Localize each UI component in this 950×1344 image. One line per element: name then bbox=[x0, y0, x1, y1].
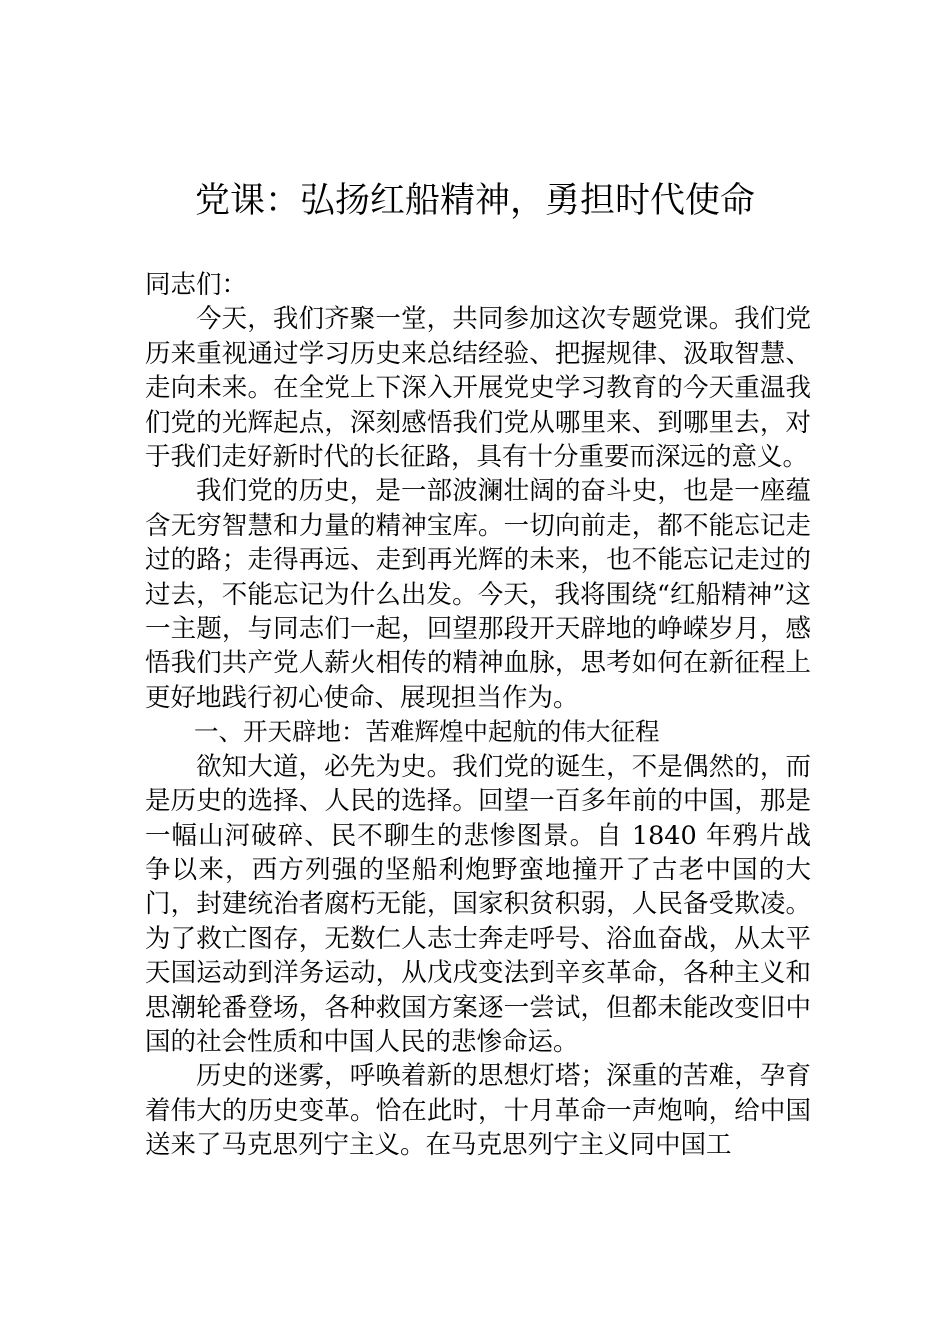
section-heading: 一、开天辟地：苦难辉煌中起航的伟大征程 bbox=[194, 717, 660, 747]
paragraph-intro: 今天，我们齐聚一堂，共同参加这次专题党课。我们党历来重视通过学习历史来总结经验、把握规律、汲取智慧、走向未来。在全党上下深入开展党史学习教育的今天重温我们党的光辉起点，深刻感悟我们党从哪里来、到哪里去，对于我们走好新时代的长征路，具有十分重要而深远的意义。 bbox=[145, 304, 811, 473]
paragraph-marxism: 历史的迷雾，呼唤着新的思想灯塔；深重的苦难，孕育着伟大的历史变革。恰在此时，十月革命一声炮响，给中国送来了马克思列宁主义。在马克思列宁主义同中国工 bbox=[145, 1061, 811, 1161]
paragraph-background: 欲知大道，必先为史。我们党的诞生，不是偶然的，而是历史的选择、人民的选择。回望一百多年前的中国，那是一幅山河破碎、民不聊生的悲惨图景。自 1840 年鸦片战争以来，西方列强的坚船利炮野蛮地撞开了古老中国的大门，封建统治者腐朽无能，国家积贫积弱，人民备受欺凌。为了救亡图存，无数仁人志士奔走呼号、浴血奋战，从太平天国运动到洋务运动，从戊戌变法到辛亥革命，各种主义和思潮轮番登场，各种救国方案逐一尝试，但都未能改变旧中国的社会性质和中国人民的悲惨命运。 bbox=[145, 751, 811, 1057]
salutation: 同志们： bbox=[145, 270, 248, 300]
document-body bbox=[145, 268, 811, 1163]
paragraph-history: 我们党的历史，是一部波澜壮阔的奋斗史，也是一座蕴含无穷智慧和力量的精神宝库。一切向前走，都不能忘记走过的路；走得再远、走到再光辉的未来，也不能忘记走过的过去，不能忘记为什么出发。今天，我将围绕“红船精神”这一主题，与同志们一起，回望那段开天辟地的峥嵘岁月，感悟我们共产党人薪火相传的精神血脉，思考如何在新征程上更好地践行初心使命、展现担当作为。 bbox=[145, 476, 811, 713]
document-title: 党课：弘扬红船精神，勇担时代使命 bbox=[194, 181, 755, 221]
